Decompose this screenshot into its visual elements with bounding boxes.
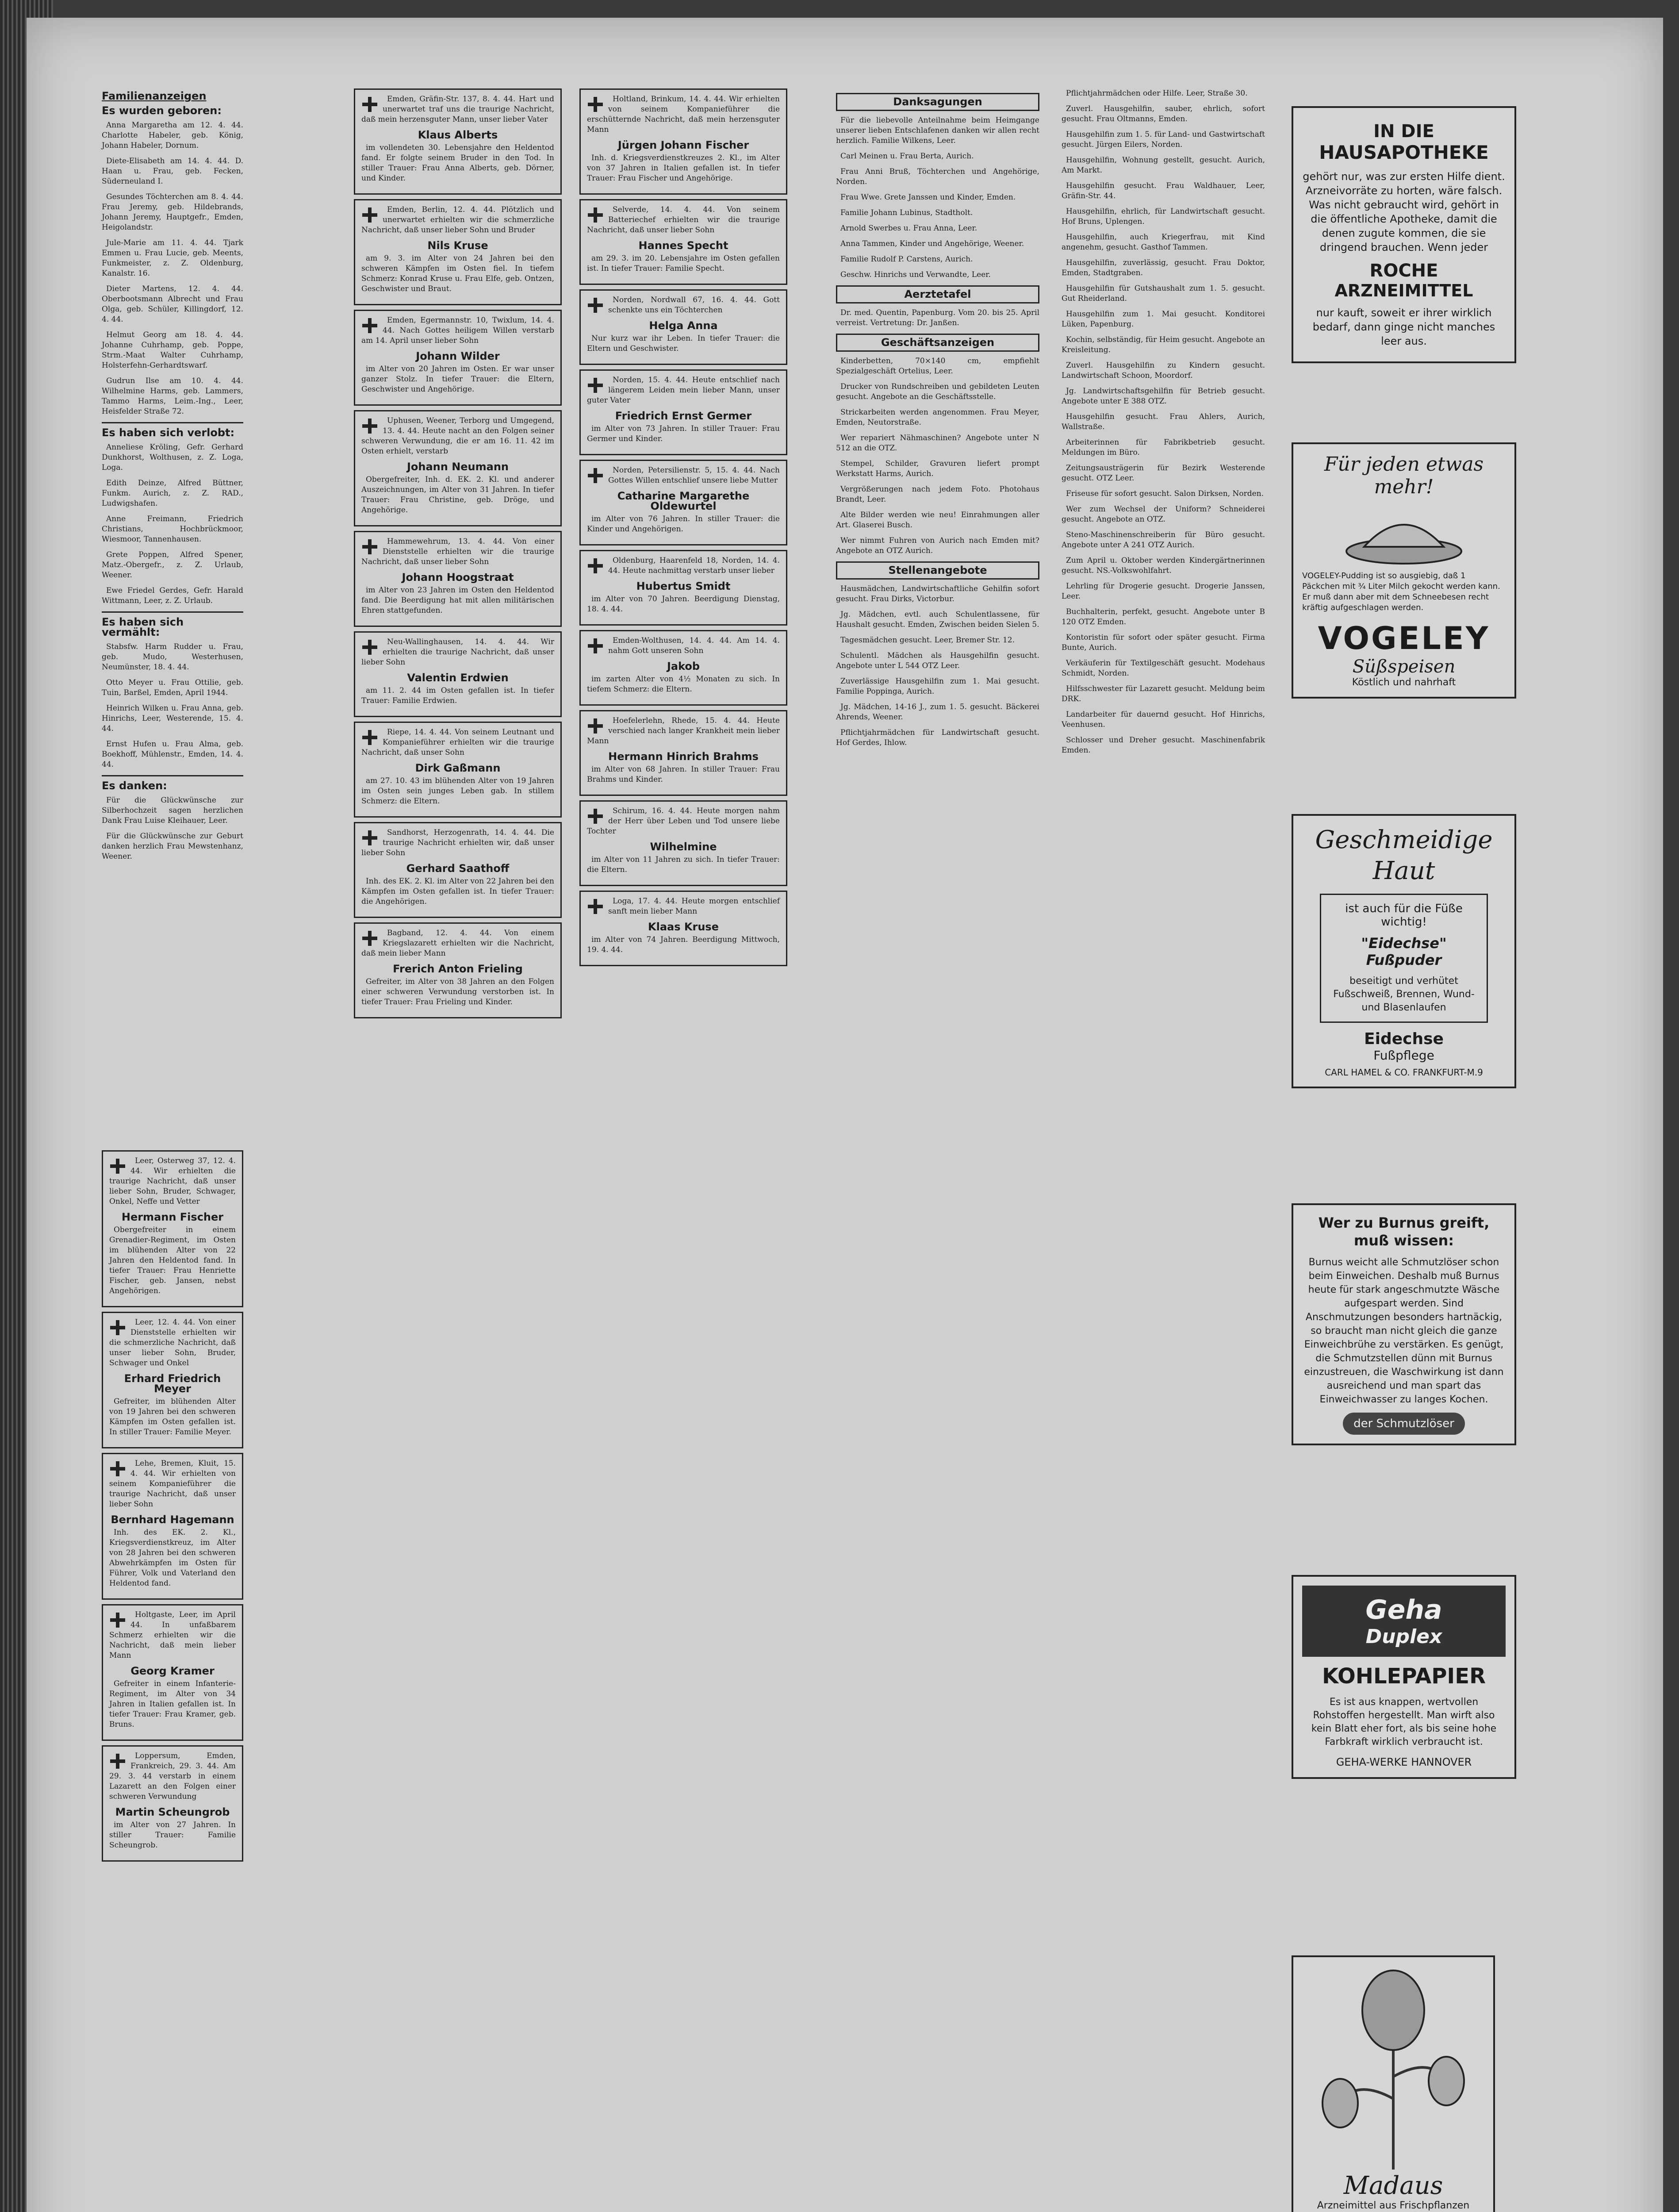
obituary-name: Johann Hoogstraat [402, 571, 514, 584]
ad-madaus [1292, 1955, 1495, 2212]
obituary-header: Emden, Berlin, 12. 4. 44. Plötzlich und unerwartet erhielten wir die schmerzliche Nachricht, daß unser lieber Sohn und Bruder [361, 205, 554, 234]
obituary-notice [354, 631, 562, 717]
ad-madaus-brand: Madaus [1343, 2171, 1443, 2200]
notice-item: Jg. Mädchen, evtl. auch Schulentlassene, für Haushalt gesucht. Emden, Zwischen beiden Sielen 5. [836, 610, 1039, 629]
ad-eidechse-brand: Eidechse [1364, 1030, 1444, 1048]
obituary-name: Hermann Fischer [121, 1211, 224, 1223]
iron-cross-icon [587, 377, 604, 394]
iron-cross-icon [587, 808, 604, 825]
notice-item: Anneliese Kröling, Gefr. Gerhard Dunkhorst, Wolthusen, z. Z. Loga, Loga. [102, 443, 243, 472]
births-heading: Es wurden geboren: [102, 104, 222, 117]
obituary-body: Inh. des EK. 2. Kl., Kriegsverdienstkreuz, im Alter von 28 Jahren bei den schweren Abwehrkämpfen im Osten für Führer, Volk und Vaterland den Heldentod fand. [109, 1528, 236, 1588]
ad-roche-tagline: ARZNEIMITTEL [1334, 281, 1473, 300]
iron-cross-icon [361, 930, 378, 947]
obituary-header: Sandhorst, Herzogenrath, 14. 4. 44. Die traurige Nachricht erhielten wir, daß unser lieber Sohn [361, 828, 554, 857]
notice-item: Pflichtjahrmädchen für Landwirtschaft gesucht. Hof Gerdes, Ihlow. [836, 728, 1039, 747]
notice-item: Zuverlässige Hausgehilfin zum 1. Mai gesucht. Familie Poppinga, Aurich. [836, 677, 1039, 696]
iron-cross-icon [361, 538, 378, 555]
ad-geha-logo1: Geha [1365, 1594, 1442, 1625]
obituary-body: am 29. 3. im 20. Lebensjahre im Osten gefallen ist. In tiefer Trauer: Familie Specht. [587, 254, 780, 273]
obituary-body: im Alter von 73 Jahren. In stiller Trauer: Frau Germer und Kinder. [587, 424, 780, 443]
notice-item: Für die Glückwünsche zur Silberhochzeit sagen herzlichen Dank Frau Luise Kleihauer, Leer. [102, 796, 243, 825]
notice-item: Anna Tammen, Kinder und Angehörige, Weener. [840, 239, 1024, 248]
ad-geha-body: Es ist aus knappen, wertvollen Rohstoffen hergestellt. Man wirft also kein Blatt eher fort, als bis seine hohe Farbkraft wirklich verbraucht ist. [1311, 1697, 1497, 1747]
column-thanks-business-jobs [836, 88, 1039, 753]
ad-eidechse-maker: CARL HAMEL & CO. FRANKFURT-M.9 [1325, 1067, 1483, 1078]
obituary-body: Gefreiter, im blühenden Alter von 19 Jahren bei den schweren Kämpfen im Osten gefallen ist. In stiller Trauer: Familie Meyer. [109, 1397, 236, 1436]
notice-item: Hausgehilfin, zuverlässig, gesucht. Frau Doktor, Emden, Stadtgraben. [1062, 258, 1265, 277]
obituary-name: Georg Kramer [130, 1665, 215, 1677]
ad-eidechse-script: Geschmeidige Haut [1315, 826, 1493, 885]
notice-item: Hausgehilfin zum 1. Mai gesucht. Konditorei Lüken, Papenburg. [1062, 310, 1265, 329]
doctor-notice: Dr. med. Quentin, Papenburg. Vom 20. bis 25. April verreist. Vertretung: Dr. Janßen. [836, 308, 1039, 327]
iron-cross-icon [587, 467, 604, 484]
notice-item: Wer repariert Nähmaschinen? Angebote unter N 512 an die OTZ. [836, 434, 1039, 453]
iron-cross-icon [109, 1753, 126, 1770]
notice-item: Anna Margaretha am 12. 4. 44. Charlotte Habeler, geb. König, Johann Habeler, Dornum. [102, 121, 243, 150]
notice-item: Alte Bilder werden wie neu! Einrahmungen aller Art. Glaserei Busch. [836, 511, 1039, 530]
obituary-body: im Alter von 70 Jahren. Beerdigung Dienstag, 18. 4. 44. [587, 595, 780, 614]
notice-item: Dieter Martens, 12. 4. 44. Oberbootsmann Albrecht und Frau Olga, geb. Schüler, Killingdorf, 12. 4. 44. [102, 284, 243, 324]
obituary-notice [579, 88, 787, 195]
ad-eidechse-effects: beseitigt und verhütet Fußschweiß, Brennen, Wund- und Blasenlaufen [1333, 975, 1475, 1013]
notice-item: Zum April u. Oktober werden Kindergärtnerinnen gesucht. NS.-Volkswohlfahrt. [1062, 556, 1265, 575]
obituary-name: Johann Wilder [416, 350, 500, 362]
obituary-header: Norden, 15. 4. 44. Heute entschlief nach längerem Leiden mein lieber Mann, unser guter Vater [587, 376, 780, 405]
notice-item: Hausmädchen, Landwirtschaftliche Gehilfin sofort gesucht. Frau Dirks, Victorbur. [836, 584, 1039, 603]
obituary-notice [579, 289, 787, 365]
notice-item: Drucker von Rundschreiben und gebildeten Leuten gesucht. Angebote an die Geschäftsstelle. [836, 382, 1039, 401]
iron-cross-icon [109, 1460, 126, 1477]
column-obituaries-2 [354, 88, 562, 1023]
iron-cross-icon [587, 207, 604, 223]
iron-cross-icon [361, 96, 378, 113]
iron-cross-icon [361, 639, 378, 656]
obituary-header: Uphusen, Weener, Terborg und Umgegend, 13. 4. 44. Heute nacht an den Folgen seiner schweren Verwundung, die er am 16. 11. 42 im Osten erhielt, verstarb [361, 416, 554, 456]
obituary-body: im Alter von 23 Jahren im Osten den Heldentod fand. Die Beerdigung hat mit allen militärischen Ehren stattgefunden. [361, 586, 554, 615]
notice-item: Geschw. Hinrichs und Verwandte, Leer. [840, 270, 991, 279]
engagements-heading: Es haben sich verlobt: [102, 426, 235, 439]
column-obituaries-1 [102, 1150, 243, 1866]
jobs-list [836, 584, 1039, 748]
obituary-header: Hoefelerlehn, Rhede, 15. 4. 44. Heute verschied nach langer Krankheit mein lieber Mann [587, 716, 780, 745]
notice-item: Wer nimmt Fuhren von Aurich nach Emden mit? Angebote an OTZ Aurich. [836, 536, 1039, 555]
obituary-body: am 11. 2. 44 im Osten gefallen ist. In tiefer Trauer: Familie Erdwien. [361, 686, 554, 705]
obituary-notice [102, 1150, 243, 1307]
ad-vogeley-brand: VOGELEY [1318, 620, 1490, 657]
obituary-name: Johann Neumann [406, 461, 509, 473]
obituary-body: Inh. des EK. 2. Kl. im Alter von 22 Jahren bei den Kämpfen im Osten gefallen ist. In tiefer Trauer: die Angehörigen. [361, 877, 554, 906]
notice-item: Hausgehilfin für Gutshaushalt zum 1. 5. gesucht. Gut Rheiderland. [1062, 284, 1265, 303]
iron-cross-icon [109, 1319, 126, 1336]
obituary-header: Emden, Gräfin-Str. 137, 8. 4. 44. Hart und unerwartet traf uns die traurige Nachricht, daß mein herzensguter Mann, unser lieber Vater [361, 95, 554, 124]
iron-cross-icon [109, 1158, 126, 1175]
obituary-name: Catharine Margarethe Oldewurtel [617, 490, 750, 512]
iron-cross-icon [361, 317, 378, 334]
obituary-name: Hubertus Smidt [636, 580, 731, 592]
column-family-notices [102, 88, 243, 867]
notice-item: Hausgehilfin, Wohnung gestellt, gesucht. Aurich, Am Markt. [1062, 156, 1265, 175]
ad-vogeley-tag2: Köstlich und nahrhaft [1352, 677, 1456, 688]
divider [102, 422, 243, 423]
obituary-header: Holtgaste, Leer, im April 44. In unfaßbarem Schmerz erhielten wir die Nachricht, daß mein lieber Mann [109, 1610, 236, 1660]
notice-item: Familie Rudolf P. Carstens, Aurich. [840, 255, 973, 264]
notice-item: Zuverl. Hausgehilfin zu Kindern gesucht. Landwirtschaft Schoon, Moordorf. [1062, 361, 1265, 380]
ad-vogeley [1292, 442, 1516, 699]
obituary-header: Bagband, 12. 4. 44. Von einem Kriegslazarett erhielten wir die Nachricht, daß mein lieber Mann [361, 929, 554, 958]
obituary-body: am 9. 3. im Alter von 24 Jahren bei den schweren Kämpfen im Osten fiel. In tiefem Schmerz: Konrad Kruse u. Frau Elfe, geb. Ontzen, Geschwister und Braut. [361, 254, 554, 293]
obituary-name: Hannes Specht [638, 239, 728, 252]
thanks-list [102, 795, 243, 862]
obituary-body: im Alter von 27 Jahren. In stiller Trauer: Familie Scheungrob. [109, 1820, 236, 1850]
notice-item: Buchhalterin, perfekt, gesucht. Angebote unter B 120 OTZ Emden. [1062, 607, 1265, 626]
obituary-notice [354, 310, 562, 406]
danksagungen-list [836, 115, 1039, 280]
notice-item: Gudrun Ilse am 10. 4. 44. Wilhelmine Harms, geb. Lammers, Tammo Harms, Leim.-Ing., Leer, Heisfelder Straße 72. [102, 376, 243, 416]
iron-cross-icon [109, 1612, 126, 1628]
ad-eidechse [1292, 814, 1516, 1088]
ad-madaus-tag: Arzneimittel aus Frischpflanzen [1317, 2200, 1470, 2211]
notice-item: Anne Freimann, Friedrich Christians, Hochbrückmoor, Wiesmoor, Tannenhausen. [102, 515, 243, 544]
notice-item: Kontoristin für sofort oder später gesucht. Firma Bunte, Aurich. [1062, 633, 1265, 652]
column-jobs [1062, 88, 1265, 761]
notice-item: Edith Deinze, Alfred Büttner, Funkm. Aurich, z. Z. RAD., Ludwigshafen. [102, 479, 243, 508]
obituary-header: Lehe, Bremen, Kluit, 15. 4. 44. Wir erhielten von seinem Kompanieführer die traurige Nachricht, daß unser lieber Sohn [109, 1459, 236, 1509]
obituary-name: Erhard Friedrich Meyer [124, 1372, 221, 1395]
obituary-body: Obergefreiter, Inh. d. EK. 2. Kl. und anderer Auszeichnungen, im Alter von 31 Jahren. In tiefer Trauer: Frau Christine, geb. Dröge, und Angehörige. [361, 475, 554, 515]
obituary-name: Friedrich Ernst Germer [615, 410, 752, 422]
iron-cross-icon [361, 830, 378, 846]
obituary-header: Leer, 12. 4. 44. Von einer Dienststelle erhielten wir die schmerzliche Nachricht, daß unser lieber Sohn, Bruder, Schwager und Onkel [109, 1318, 236, 1367]
births-list [102, 120, 243, 417]
notice-item: Stempel, Schilder, Gravuren liefert prompt Werkstatt Harms, Aurich. [836, 459, 1039, 478]
obituary-notice [354, 922, 562, 1018]
section-heading-geschaeftsanzeigen: Geschäftsanzeigen [836, 334, 1039, 352]
section-heading-stellenangebote: Stellenangebote [836, 561, 1039, 580]
obituary-header: Oldenburg, Haarenfeld 18, Norden, 14. 4. 44. Heute nachmittag verstarb unser lieber [608, 556, 780, 575]
obituary-notice [354, 199, 562, 305]
iron-cross-icon [587, 557, 604, 574]
notice-item: Lehrling für Drogerie gesucht. Drogerie Janssen, Leer. [1062, 582, 1265, 601]
notice-item: Für die liebevolle Anteilnahme beim Heimgange unserer lieben Entschlafenen danken wir allen recht herzlich. Familie Wilkens, Leer. [836, 116, 1039, 145]
obituary-body: im vollendeten 30. Lebensjahre den Heldentod fand. Er folgte seinem Bruder in den Tod. In stiller Trauer: Frau Anna Alberts, geb. Dörner, und Kinder. [361, 143, 554, 183]
notice-item: Kinderbetten, 70×140 cm, empfiehlt Spezialgeschäft Ortelius, Leer. [836, 357, 1039, 376]
ad-hausapotheke-footer: nur kauft, soweit er ihrer wirklich bedarf, dann ginge nicht manches leer aus. [1312, 307, 1495, 347]
obituary-header: Loga, 17. 4. 44. Heute morgen entschlief sanft mein lieber Mann [608, 897, 780, 916]
ad-vogeley-script: Für jeden etwas mehr! [1324, 453, 1484, 498]
notice-item: Tagesmädchen gesucht. Leer, Bremer Str. 12. [840, 636, 1015, 645]
ad-hausapotheke-body: gehört nur, was zur ersten Hilfe dient. Arzneivorräte zu horten, wäre falsch. Was nicht gebraucht wird, gehört in die öffentliche Apotheke, damit die denen zugute kommen, die sie dringend brauchen. Wenn jeder [1303, 170, 1505, 253]
notice-item: Steno-Maschinenschreiberin für Büro gesucht. Angebote unter A 241 OTZ Aurich. [1062, 530, 1265, 549]
obituary-notice [579, 710, 787, 796]
notice-item: Diete-Elisabeth am 14. 4. 44. D. Haan u. Frau, geb. Fecken, Süderneuland I. [102, 157, 243, 186]
ad-geha-logo2: Duplex [1365, 1625, 1442, 1648]
notice-item: Strickarbeiten werden angenommen. Frau Meyer, Emden, Neutorstraße. [836, 408, 1039, 427]
notice-item: Für die Glückwünsche zur Geburt danken herzlich Frau Mewstenhanz, Weener. [102, 832, 243, 861]
obituary-notice [579, 199, 787, 285]
obituary-body: im Alter von 68 Jahren. In stiller Trauer: Frau Brahms und Kinder. [587, 765, 780, 784]
obituary-name: Wilhelmine [650, 841, 717, 853]
ad-geha [1292, 1575, 1516, 1779]
flower-illustration-icon [1309, 1966, 1477, 2170]
column-obituaries-3 [579, 88, 787, 971]
obituary-name: Jakob [667, 660, 700, 672]
ad-burnus [1292, 1203, 1516, 1445]
ad-geha-maker: GEHA-WERKE HANNOVER [1336, 1756, 1472, 1768]
ad-burnus-body: Burnus weicht alle Schmutzlöser schon beim Einweichen. Deshalb muß Burnus heute für stark angeschmutzte Wäsche aufgespart werden. Sind Anschmutzungen besonders hartnäckig, so braucht man nicht gleich die ganze Einweichbrühe zu verstärken. Es genügt, die Schmutzstellen dünn mit Burnus einzustreuen, die Waschwirkung ist dann ausreichend und man spart das Einweichwasser zu langes Kochen. [1304, 1257, 1504, 1405]
obituary-body: Nur kurz war ihr Leben. In tiefer Trauer: die Eltern und Geschwister. [587, 334, 780, 353]
obituary-header: Loppersum, Emden, Frankreich, 29. 3. 44. Am 29. 3. 44 verstarb in einem Lazarett an den Folgen einer schweren Verwundung [109, 1751, 236, 1801]
notice-item: Hausgehilfin, ehrlich, für Landwirtschaft gesucht. Hof Bruns, Uplengen. [1062, 207, 1265, 226]
notice-item: Friseuse für sofort gesucht. Salon Dirksen, Norden. [1066, 489, 1264, 498]
ad-hausapotheke [1292, 106, 1516, 363]
obituary-body: am 27. 10. 43 im blühenden Alter von 19 Jahren im Osten sein junges Leben gab. In stillem Schmerz: die Eltern. [361, 776, 554, 806]
section-heading: Familienanzeigen [102, 90, 207, 102]
obituary-body: Gefreiter, im Alter von 38 Jahren an den Folgen einer schweren Verwundung verstorben ist. In tiefer Trauer: Frau Frieling und Kinder. [361, 977, 554, 1006]
divider [102, 611, 243, 613]
notice-item: Frau Anni Bruß, Töchterchen und Angehörige, Norden. [836, 167, 1039, 186]
notice-item: Kochin, selbständig, für Heim gesucht. Angebote an Kreisleitung. [1062, 335, 1265, 354]
obituary-name: Jürgen Johann Fischer [617, 139, 749, 151]
ad-vogeley-small: VOGELEY-Pudding ist so ausgiebig, daß 1 Päckchen mit ¾ Liter Milch gekocht werden kann. Er muß dann aber mit dem Schneebesen recht kräftig aufgeschlagen werden. [1302, 571, 1500, 612]
obituary-notice [354, 822, 562, 918]
ad-hausapotheke-line1: IN DIE [1373, 121, 1434, 142]
obituary-header: Holtland, Brinkum, 14. 4. 44. Wir erhielten von seinem Kompanieführer die erschütternde Nachricht, daß mein herzensguter Mann [587, 95, 780, 134]
ad-eidechse-brand2: Fußpflege [1373, 1048, 1434, 1063]
notice-item: Familie Johann Lubinus, Stadtholt. [840, 208, 973, 217]
obituary-notice [579, 630, 787, 706]
notice-item: Heinrich Wilken u. Frau Anna, geb. Hinrichs, Leer, Westerende, 15. 4. 44. [102, 704, 243, 733]
iron-cross-icon [361, 418, 378, 434]
notice-item: Schulentl. Mädchen als Hausgehilfin gesucht. Angebote unter L 544 OTZ Leer. [836, 651, 1039, 670]
obituary-name: Bernhard Hagemann [111, 1513, 234, 1526]
obituary-notice [102, 1604, 243, 1741]
notice-item: Verkäuferin für Textilgeschäft gesucht. Modehaus Schmidt, Norden. [1062, 659, 1265, 678]
notice-item: Carl Meinen u. Frau Berta, Aurich. [840, 152, 974, 161]
obituary-name: Gerhard Saathoff [406, 862, 510, 875]
obituary-header: Schirum, 16. 4. 44. Heute morgen nahm der Herr über Leben und Tod unsere liebe Tochter [587, 806, 780, 836]
obituary-notice [354, 410, 562, 526]
notice-item: Arbeiterinnen für Fabrikbetrieb gesucht. Meldungen im Büro. [1062, 438, 1265, 457]
notice-item: Grete Poppen, Alfred Spener, Matz.-Obergefr., z. Z. Urlaub, Weener. [102, 550, 243, 580]
marriages-list [102, 642, 243, 770]
section-heading-danksagungen: Danksagungen [836, 93, 1039, 111]
iron-cross-icon [587, 898, 604, 915]
divider [102, 775, 243, 776]
obituary-notice [354, 531, 562, 627]
notice-item: Helmut Georg am 18. 4. 44. Johanne Cuhrhamp, geb. Poppe, Strm.-Maat Walter Cuhrhamp, Holsterfehn-Gerhardtswarf. [102, 330, 243, 370]
iron-cross-icon [587, 96, 604, 113]
notice-item: Ernst Hufen u. Frau Alma, geb. Boekhoff, Mühlenstr., Emden, 14. 4. 44. [102, 740, 243, 769]
obituary-name: Klaas Kruse [648, 921, 719, 933]
obituary-notice [579, 891, 787, 966]
obituary-name: Klaus Alberts [418, 129, 498, 141]
obituary-body: im zarten Alter von 4½ Monaten zu sich. In tiefem Schmerz: die Eltern. [587, 675, 780, 694]
obituary-name: Nils Kruse [427, 239, 488, 252]
obituary-body: im Alter von 76 Jahren. In stiller Trauer: die Kinder und Angehörigen. [587, 515, 780, 534]
obituary-header: Emden-Wolthusen, 14. 4. 44. Am 14. 4. nahm Gott unseren Sohn [608, 636, 780, 655]
obituary-header: Emden, Egermannstr. 10, Twixlum, 14. 4. 44. Nach Gottes heiligem Willen verstarb am 14. April unser lieber Sohn [361, 316, 554, 345]
notice-item: Ewe Friedel Gerdes, Gefr. Harald Wittmann, Leer, z. Z. Urlaub. [102, 586, 243, 605]
notice-item: Zeitungsausträgerin für Bezirk Westerende gesucht. OTZ Leer. [1062, 464, 1265, 483]
notice-item: Wer zum Wechsel der Uniform? Schneiderei gesucht. Angebote an OTZ. [1062, 505, 1265, 524]
obituary-body: Inh. d. Kriegsverdienstkreuzes 2. Kl., im Alter von 37 Jahren in Italien gefallen ist. In tiefer Trauer: Frau Fischer und Angehörige. [587, 154, 780, 183]
notice-item: Arnold Swerbes u. Frau Anna, Leer. [840, 224, 978, 233]
notice-item: Landarbeiter für dauernd gesucht. Hof Hinrichs, Veenhusen. [1062, 710, 1265, 729]
obituary-notice [102, 1453, 243, 1600]
notice-item: Stabsfw. Harm Rudder u. Frau, geb. Mudo, Westerhusen, Neumünster, 18. 4. 44. [102, 642, 243, 672]
pudding-bowl-icon [1338, 498, 1470, 569]
ad-burnus-label: der Schmutzlöser [1343, 1413, 1465, 1435]
iron-cross-icon [587, 718, 604, 734]
obituary-header: Riepe, 14. 4. 44. Von seinem Leutnant und Kompanieführer erhielten wir die traurige Nachricht, daß unser Sohn [361, 728, 554, 757]
obituary-body: Obergefreiter in einem Grenadier-Regiment, im Osten im blühenden Alter von 22 Jahren den Heldentod fand. In tiefer Trauer: Frau Henriette Fischer, geb. Jansen, nebst Angehörigen. [109, 1225, 236, 1295]
obituary-notice [102, 1745, 243, 1862]
obituary-header: Selverde, 14. 4. 44. Von seinem Batteriechef erhielten wir die traurige Nachricht, daß unser lieber Sohn [587, 205, 780, 234]
notice-item: Frau Wwe. Grete Janssen und Kinder, Emden. [840, 193, 1016, 202]
notice-item: Jg. Mädchen, 14-16 J., zum 1. 5. gesucht. Bäckerei Ahrends, Weener. [836, 703, 1039, 722]
obituary-name: Martin Scheungrob [115, 1806, 230, 1818]
ad-eidechse-box: ist auch für die Füße wichtig! [1345, 902, 1463, 929]
business-list [836, 356, 1039, 556]
obituary-notice [579, 800, 787, 886]
notice-item: Zuverl. Hausgehilfin, sauber, ehrlich, sofort gesucht. Frau Oltmanns, Emden. [1062, 104, 1265, 123]
notice-item: Hausgehilfin, auch Kriegerfrau, mit Kind angenehm, gesucht. Gasthof Tammen. [1062, 233, 1265, 252]
obituary-name: Dirk Gaßmann [415, 762, 501, 774]
iron-cross-icon [361, 729, 378, 746]
engagements-list [102, 442, 243, 606]
notice-item: Hausgehilfin zum 1. 5. für Land- und Gastwirtschaft gesucht. Jürgen Eilers, Norden. [1062, 130, 1265, 149]
obituary-body: im Alter von 74 Jahren. Beerdigung Mittwoch, 19. 4. 44. [587, 935, 780, 954]
obituary-header: Norden, Petersilienstr. 5, 15. 4. 44. Nach Gottes Willen entschlief unsere liebe Mutter [608, 466, 780, 485]
ad-geha-name: KOHLEPAPIER [1322, 1664, 1486, 1689]
obituary-name: Valentin Erdwien [407, 672, 509, 684]
notice-item: Hilfsschwester für Lazarett gesucht. Meldung beim DRK. [1062, 684, 1265, 703]
obituary-notice [354, 88, 562, 195]
obituary-header: Norden, Nordwall 67, 16. 4. 44. Gott schenkte uns ein Töchterchen [608, 296, 780, 315]
obituary-body: im Alter von 20 Jahren im Osten. Er war unser ganzer Stolz. In tiefer Trauer: die Eltern, Geschwister und Angehörige. [361, 365, 554, 394]
obituary-name: Helga Anna [649, 319, 718, 332]
obituary-name: Hermann Hinrich Brahms [608, 750, 759, 763]
ad-vogeley-tag1: Süßspeisen [1352, 657, 1456, 677]
thanks-heading: Es danken: [102, 780, 167, 792]
obituary-notice [579, 550, 787, 626]
notice-item: Pflichtjahrmädchen oder Hilfe. Leer, Straße 30. [1066, 89, 1248, 98]
obituary-name: Frerich Anton Frieling [393, 963, 523, 975]
marriages-heading: Es haben sich vermählt: [102, 616, 184, 638]
iron-cross-icon [361, 207, 378, 223]
obituary-notice [354, 722, 562, 818]
notice-item: Schlosser und Dreher gesucht. Maschinenfabrik Emden. [1062, 736, 1265, 755]
ad-hausapotheke-line2: HAUSAPOTHEKE [1319, 142, 1489, 163]
notice-item: Hausgehilfin gesucht. Frau Waldhauer, Leer, Gräfin-Str. 44. [1062, 181, 1265, 200]
ad-roche-brand: ROCHE [1369, 261, 1438, 281]
notice-item: Vergrößerungen nach jedem Foto. Photohaus Brandt, Leer. [836, 485, 1039, 504]
obituary-body: Gefreiter in einem Infanterie-Regiment, im Alter von 34 Jahren in Italien gefallen ist. In tiefer Trauer: Frau Kramer, geb. Bruns. [109, 1679, 236, 1729]
ad-eidechse-product: "Eidechse" Fußpuder [1361, 935, 1447, 968]
iron-cross-icon [587, 297, 604, 314]
obituary-notice [102, 1312, 243, 1448]
iron-cross-icon [587, 637, 604, 654]
notice-item: Hausgehilfin gesucht. Frau Ahlers, Aurich, Wallstraße. [1062, 412, 1265, 431]
notice-item: Otto Meyer u. Frau Ottilie, geb. Tuin, Barßel, Emden, April 1944. [102, 678, 243, 697]
obituary-notice [579, 460, 787, 545]
obituary-notice [579, 369, 787, 455]
obituary-header: Neu-Wallinghausen, 14. 4. 44. Wir erhielten die traurige Nachricht, daß unser lieber Sohn [361, 637, 554, 667]
notice-item: Jule-Marie am 11. 4. 44. Tjark Emmen u. Frau Lucie, geb. Meents, Funkmeister, z. Z. Oldenburg, Kanalstr. 16. [102, 238, 243, 278]
obituary-body: im Alter von 11 Jahren zu sich. In tiefer Trauer: die Eltern. [587, 855, 780, 874]
section-heading-aerztetafel: Aerztetafel [836, 285, 1039, 303]
obituary-header: Hammewehrum, 13. 4. 44. Von einer Dienststelle erhielten wir die traurige Nachricht, daß unser lieber Sohn [361, 537, 554, 566]
obituary-header: Leer, Osterweg 37, 12. 4. 44. Wir erhielten die traurige Nachricht, daß unser lieber Sohn, Bruder, Schwager, Onkel, Neffe und Vetter [109, 1156, 236, 1206]
notice-item: Jg. Landwirtschaftsgehilfin für Betrieb gesucht. Angebote unter E 388 OTZ. [1062, 387, 1265, 406]
ad-burnus-title: Wer zu Burnus greift, muß wissen: [1318, 1214, 1490, 1249]
notice-item: Gesundes Töchterchen am 8. 4. 44. Frau Jeremy, geb. Hildebrands, Johann Jeremy, Hauptgefr., Emden, Heigolandstr. [102, 192, 243, 232]
